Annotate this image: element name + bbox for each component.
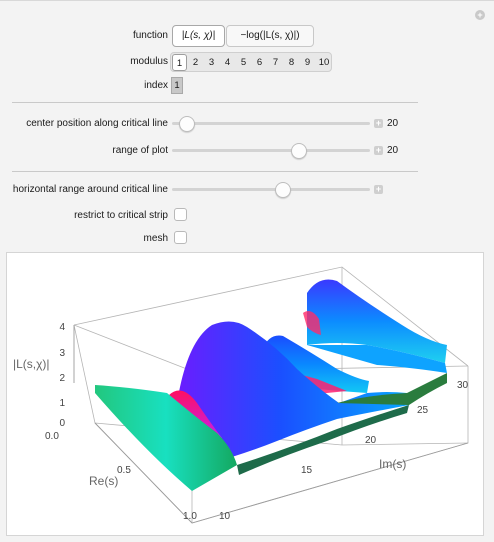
index-option-1[interactable]: 1: [171, 77, 183, 94]
y-axis-label: Im(s): [379, 457, 407, 471]
separator-1: [12, 102, 418, 103]
center-position-track[interactable]: [172, 122, 370, 125]
x-axis-label: Re(s): [89, 474, 119, 488]
z-axis-label: |L(s,χ)|: [13, 357, 50, 371]
index-label: index: [144, 80, 168, 91]
x-tick-1.0: 1.0: [183, 511, 197, 522]
z-tick-3: 3: [59, 348, 65, 359]
y-tick-30: 30: [457, 380, 469, 391]
modulus-option-8[interactable]: 8: [288, 57, 295, 68]
range-of-plot-slider-thumb[interactable]: [291, 143, 307, 159]
modulus-option-1[interactable]: 1: [172, 54, 187, 71]
function-label: function: [132, 30, 168, 41]
function-option-abs[interactable]: |L(s, χ)|: [172, 25, 225, 47]
horizontal-range-track[interactable]: [172, 188, 370, 191]
separator-2: [12, 171, 418, 172]
modulus-option-10[interactable]: 10: [318, 57, 330, 68]
function-option-neglog[interactable]: −log(|L(s, χ)|): [226, 25, 314, 47]
range-of-plot-track[interactable]: [172, 149, 370, 152]
y-tick-20: 20: [365, 435, 377, 446]
x-tick-0.0: 0.0: [45, 431, 59, 442]
y-tick-10: 10: [219, 511, 231, 522]
range-of-plot-plus-icon[interactable]: +: [375, 145, 382, 155]
modulus-label: modulus: [130, 56, 168, 67]
center-position-value: 20: [387, 118, 399, 129]
options-plus-icon[interactable]: +: [475, 10, 485, 20]
critical-strip-checkbox[interactable]: [174, 208, 187, 221]
y-tick-25: 25: [417, 405, 429, 416]
range-of-plot-label: range of plot: [112, 145, 168, 156]
z-axis-ticks: [59, 322, 65, 429]
horizontal-range-plus-icon[interactable]: +: [375, 184, 382, 194]
modulus-option-3[interactable]: 3: [208, 57, 215, 68]
critical-strip-label: restrict to critical strip: [74, 210, 168, 221]
horizontal-range-slider-thumb[interactable]: [275, 182, 291, 198]
mesh-checkbox[interactable]: [174, 231, 187, 244]
modulus-selector: [170, 52, 332, 72]
modulus-option-7[interactable]: 7: [272, 57, 279, 68]
modulus-option-5[interactable]: 5: [240, 57, 247, 68]
z-tick-2: 2: [59, 373, 65, 384]
center-position-slider-thumb[interactable]: [179, 116, 195, 132]
z-tick-0: 0: [59, 418, 65, 429]
x-tick-0.5: 0.5: [117, 465, 131, 476]
surface-plot[interactable]: [7, 253, 483, 535]
y-tick-15: 15: [301, 465, 313, 476]
modulus-option-9[interactable]: 9: [304, 57, 311, 68]
range-of-plot-value: 20: [387, 145, 399, 156]
modulus-option-2[interactable]: 2: [192, 57, 199, 68]
z-tick-4: 4: [59, 322, 65, 333]
center-position-label: center position along critical line: [26, 118, 168, 129]
mesh-label: mesh: [143, 233, 168, 244]
plot-area[interactable]: [6, 252, 484, 536]
modulus-option-6[interactable]: 6: [256, 57, 263, 68]
z-tick-1: 1: [59, 398, 65, 409]
modulus-option-4[interactable]: 4: [224, 57, 231, 68]
center-position-plus-icon[interactable]: +: [375, 118, 382, 128]
horizontal-range-label: horizontal range around critical line: [12, 184, 168, 195]
